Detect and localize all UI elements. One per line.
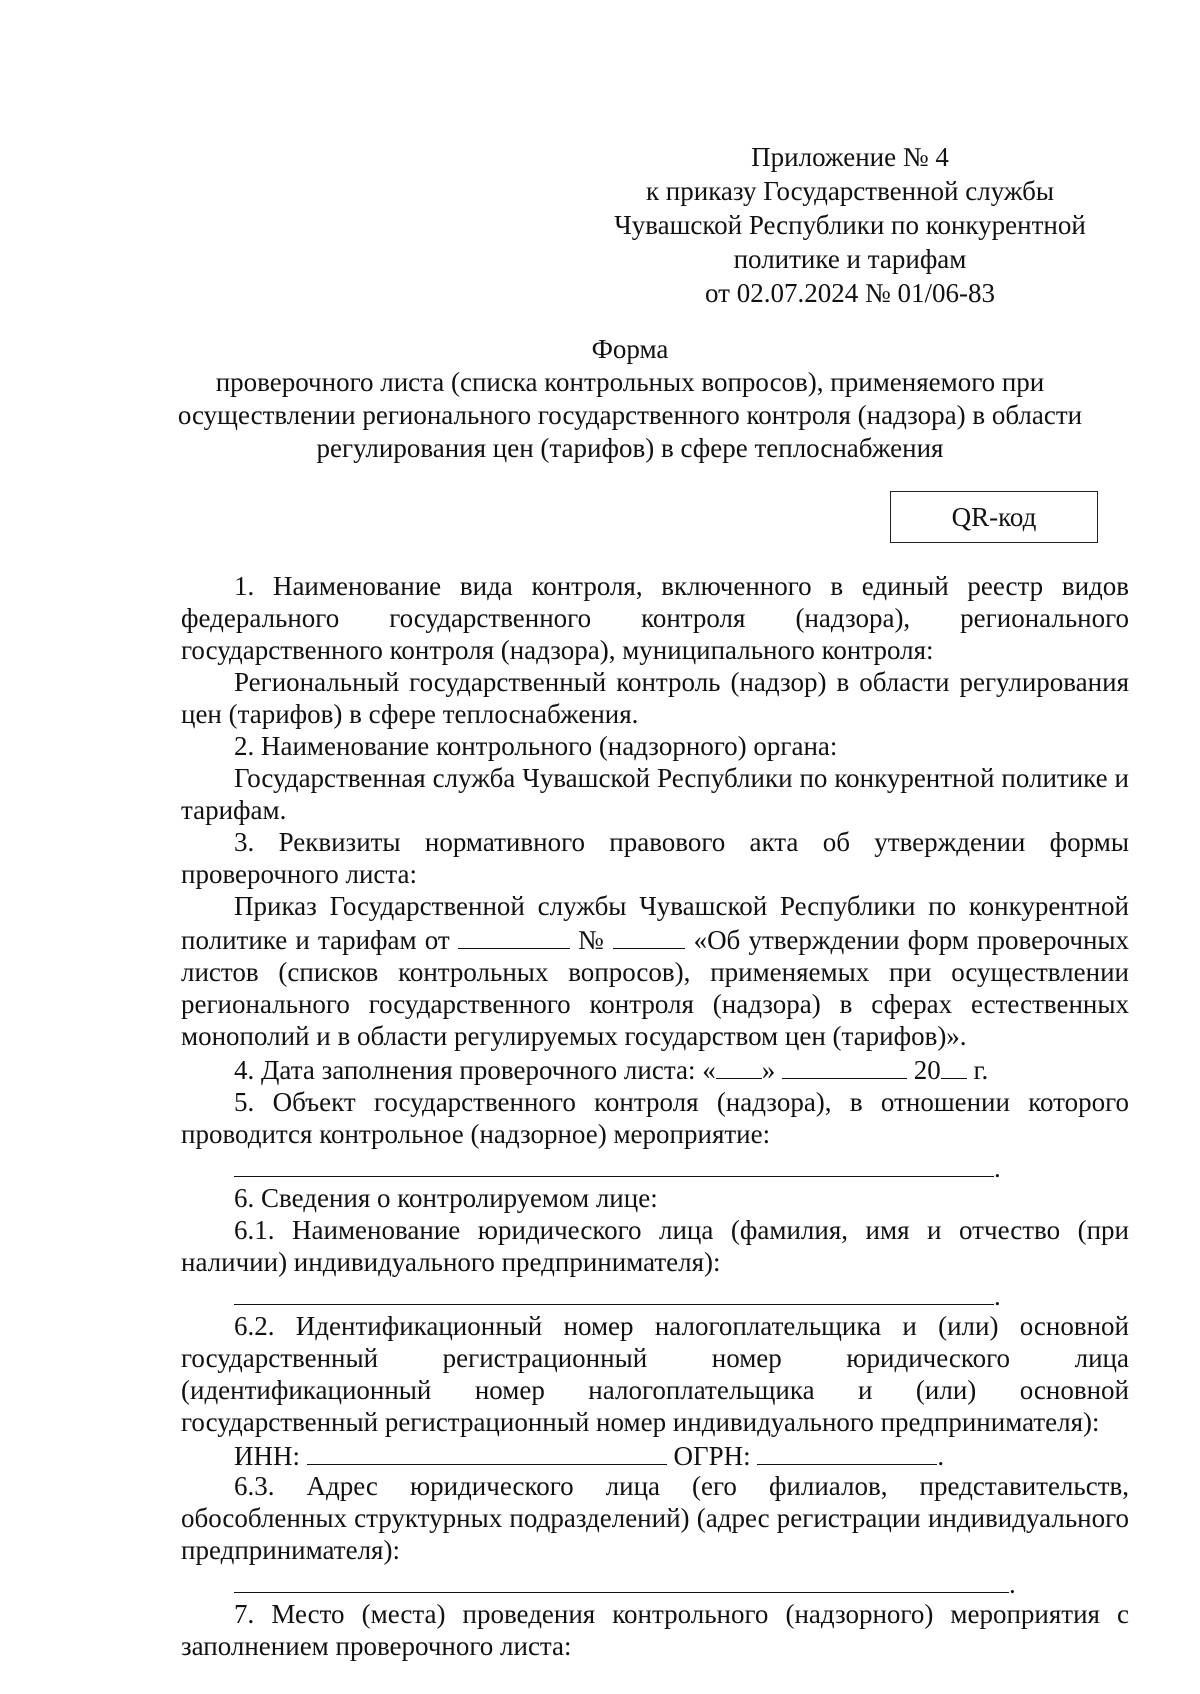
item-2-value: Государственная служба Чувашской Республики по конкурентной политике и тарифам.	[181, 763, 1129, 825]
inn-label: ИНН:	[234, 1441, 300, 1471]
form-title-line: проверочного листа (списка контрольных вопросов), применяемого при	[215, 367, 1045, 397]
qr-code-box	[890, 491, 1098, 543]
item-3-value	[181, 890, 1129, 1052]
item-4	[181, 1052, 1129, 1086]
ogrn-blank[interactable]	[757, 1438, 937, 1465]
quote-close: »	[761, 1055, 776, 1085]
ogrn-label: ОГРН:	[673, 1441, 751, 1471]
appendix-order-date: от 02.07.2024 № 01/06-83	[705, 278, 995, 308]
item-6-1-answer-line	[181, 1278, 1129, 1310]
year-prefix: 20	[913, 1055, 941, 1085]
order-date-blank[interactable]	[458, 922, 570, 949]
line-period: .	[1009, 1569, 1016, 1599]
fill-year-blank[interactable]	[941, 1052, 967, 1079]
item-6-2: 6.2. Идентификационный номер налогоплательщика и (или) основной государственный регистрационный номер юридического лица (идентификационный номер налогоплательщика и (или) основной государственный регистрационный номер индивидуального предпринимателя):	[181, 1311, 1129, 1437]
address-blank[interactable]	[234, 1566, 1009, 1593]
item-1: 1. Наименование вида контроля, включенного в единый реестр видов федерального государственного контроля (надзора), регионального государственного контроля (надзора), муниципального контроля:	[181, 571, 1129, 665]
item-1-value: Региональный государственный контроль (надзор) в области регулирования цен (тарифов) в сфере теплоснабжения.	[181, 667, 1129, 729]
item-3: 3. Реквизиты нормативного правового акта об утверждении формы проверочного листа:	[181, 827, 1129, 889]
line-period: .	[937, 1441, 945, 1471]
inn-ogrn-row	[181, 1438, 1129, 1470]
item-2: 2. Наименование контрольного (надзорного) органа:	[234, 731, 838, 761]
item-3-value-part: «Об утверждении форм проверочных листов (списков контрольных вопросов), применяемых при осуществлении регионального государственного контроля (надзора) в сферах естественных монополий и в области регулируемых государством цен (тарифов)».	[181, 925, 1130, 1051]
form-title-line: осуществлении регионального государственного контроля (надзора) в области	[177, 400, 1083, 430]
line-period: .	[994, 1153, 1001, 1183]
year-suffix: г.	[973, 1055, 989, 1085]
item-6-3: 6.3. Адрес юридического лица (его филиалов, представительств, обособленных структурных подразделений) (адрес регистрации индивидуального предпринимателя):	[181, 1471, 1129, 1565]
item-6-1: 6.1. Наименование юридического лица (фамилия, имя и отчество (при наличии) индивидуального предпринимателя):	[181, 1215, 1129, 1277]
appendix-order-line: к приказу Государственной службы	[645, 176, 1055, 206]
item-7: 7. Место (места) проведения контрольного (надзорного) мероприятия с заполнением проверочного листа:	[181, 1599, 1129, 1661]
fill-month-blank[interactable]	[782, 1052, 907, 1079]
item-6: 6. Сведения о контролируемом лице:	[234, 1183, 658, 1213]
item-6-3-answer-line	[181, 1566, 1129, 1598]
item-5-answer-line	[181, 1150, 1129, 1182]
inn-blank[interactable]	[307, 1438, 667, 1465]
item-4-label: 4. Дата заполнения проверочного листа: «	[234, 1055, 716, 1085]
form-body	[181, 570, 1129, 1662]
form-title	[170, 333, 1090, 465]
order-number-sign: №	[578, 925, 606, 955]
appendix-order-line: политике и тарифам	[733, 244, 967, 274]
form-title-word: Форма	[591, 334, 669, 364]
item-3-value-part: Приказ Государственной службы Чувашской Республики по конкурентной политике и тарифам от	[181, 891, 1129, 955]
appendix-order-line: Чувашской Республики по конкурентной	[614, 210, 1086, 240]
order-number-blank[interactable]	[613, 922, 685, 949]
fill-day-blank[interactable]	[716, 1052, 762, 1079]
appendix-number: Приложение № 4	[751, 142, 949, 172]
qr-code-label: QR-код	[951, 501, 1037, 532]
line-period: .	[994, 1281, 1001, 1311]
item-5: 5. Объект государственного контроля (надзора), в отношении которого проводится контрольное (надзорное) мероприятие:	[181, 1087, 1129, 1149]
form-title-line: регулирования цен (тарифов) в сфере теплоснабжения	[316, 433, 944, 463]
entity-name-blank[interactable]	[234, 1278, 994, 1305]
object-blank[interactable]	[234, 1150, 994, 1177]
